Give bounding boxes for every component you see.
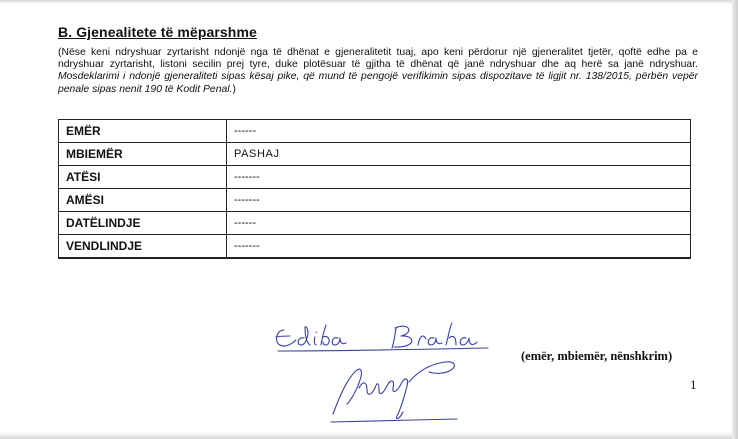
table-row-mbiemer: [59, 143, 691, 166]
section-title: B. Gjenealitete të mëparshme: [58, 24, 257, 40]
field-label-amesi: AMËSI: [59, 189, 227, 212]
field-value-mbiemer: PASHAJ: [227, 143, 691, 166]
field-label-vendlindje: VENDLINDJE: [59, 235, 227, 259]
table-row-amesi: [59, 189, 691, 212]
scan-bottom-edge: [0, 432, 738, 439]
table-row-vendlindje: [59, 235, 691, 259]
field-label-emer: EMËR: [59, 120, 227, 143]
previous-identity-table: [58, 119, 691, 259]
field-value-vendlindje: -------: [227, 235, 691, 259]
page-number: 1: [690, 377, 697, 392]
scan-right-edge: [732, 0, 738, 439]
field-value-datelindje: ------: [227, 212, 691, 235]
signature-caption: (emër, mbiemër, nënshkrim): [521, 349, 673, 363]
instructions-warning: Mosdeklarimi i ndonjë gjeneraliteti sipas kësaj pike, që mund të pengojë verifikimin sipas dispozitave të ligjit nr. 138/2015, përbën vepër penale sipas nenit 190 të Kodit Penal.: [58, 71, 698, 95]
signature-mark: [327, 352, 467, 424]
field-label-atesi: ATËSI: [59, 166, 227, 189]
field-label-datelindje: DATËLINDJE: [59, 212, 227, 235]
table-row-emer: [59, 120, 691, 143]
field-label-mbiemer: MBIEMËR: [59, 143, 227, 166]
instructions-text: (Nëse keni ndryshuar zyrtarisht ndonjë nga të dhënat e gjeneralitetit tuaj, apo keni përdorur një gjeneralitet tjetër, qoftë edhe pa e ndryshuar zyrtarisht, listoni secilin prej tyre, duke plotësuar të gjitha të dhënat që janë ndryshuar dhe aq herë sa janë ndryshuar.: [58, 47, 698, 71]
table-row-datelindje: [59, 212, 691, 235]
table-row-atesi: [59, 166, 691, 189]
instructions-close: ): [232, 83, 236, 95]
section-instructions: [58, 47, 698, 96]
field-value-amesi: -------: [227, 189, 691, 212]
field-value-emer: ------: [227, 120, 691, 143]
field-value-atesi: -------: [227, 166, 691, 189]
scan-top-edge: [0, 0, 738, 4]
